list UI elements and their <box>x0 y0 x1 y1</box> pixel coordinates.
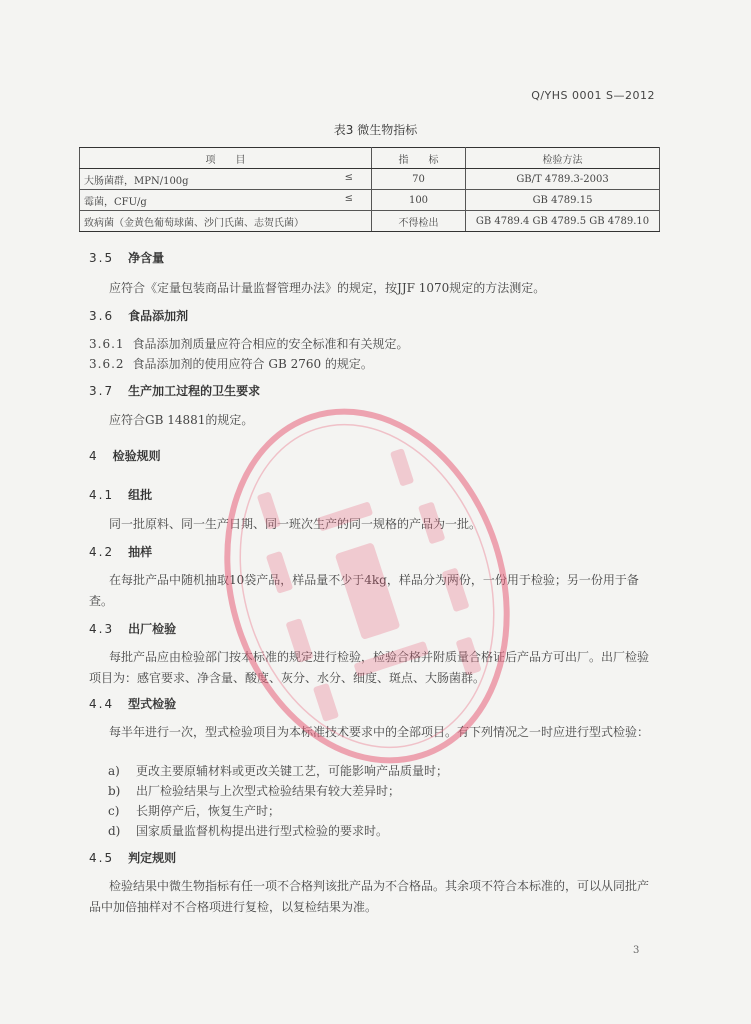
table-row <box>80 190 660 211</box>
table-cell-item <box>80 190 372 211</box>
section-heading <box>89 486 152 503</box>
section-title: 组批 <box>128 488 153 502</box>
section-heading <box>89 249 164 266</box>
list-item <box>108 762 448 779</box>
section-title: 食品添加剂 <box>128 309 189 323</box>
item-name: 致病菌（金黄色葡萄球菌、沙门氏菌、志贺氏菌） <box>84 217 304 229</box>
section-number: 3.7 <box>89 384 115 398</box>
list-label: d) <box>108 824 121 838</box>
table-cell-item <box>80 211 372 232</box>
section-heading <box>89 620 176 637</box>
relation-symbol: ≤ <box>344 192 353 204</box>
table-cell-value: 100 <box>372 190 466 211</box>
header-item: 项 目 <box>80 148 372 169</box>
list-item <box>108 782 400 799</box>
list-item <box>108 802 280 819</box>
paragraph: 在每批产品中随机抽取10袋产品，样品量不少于4kg，样品分为两份，一份用于检验；另一份用于备查。 <box>89 573 639 608</box>
paragraph: 同一批原料、同一生产日期、同一班次生产的同一规格的产品为一批。 <box>109 517 482 531</box>
clause <box>89 355 373 372</box>
list-text: 出厂检验结果与上次型式检验结果有较大差异时； <box>136 784 401 798</box>
paragraph: 每半年进行一次，型式检验项目为本标准技术要求中的全部项目。有下列情况之一时应进行型式检验： <box>109 725 650 739</box>
section-heading <box>89 695 176 712</box>
clause-text: 食品添加剂的使用应符合 GB 2760 的规定。 <box>132 357 373 371</box>
table-cell-method: GB 4789.4 GB 4789.5 GB 4789.10 <box>466 211 660 232</box>
standard-code: Q/YHS 0001 S—2012 <box>531 89 655 102</box>
microbial-indicator-table <box>79 147 660 232</box>
table-cell-value: 不得检出 <box>372 211 466 232</box>
section-title: 净含量 <box>128 251 165 265</box>
chapter-heading <box>89 447 161 464</box>
paragraph: 每批产品应由检验部门按本标准的规定进行检验，检验合格并附质量合格证后产品方可出厂。出厂检验项目为：感官要求、净含量、酸度、灰分、水分、细度、斑点、大肠菌群。 <box>89 650 650 685</box>
section-number: 4.4 <box>89 697 115 711</box>
section-heading <box>89 543 152 560</box>
section-number: 4 <box>89 449 99 463</box>
clause <box>89 335 409 352</box>
clause-number: 3.6.1 <box>89 337 125 351</box>
list-text: 国家质量监督机构提出进行型式检验的要求时。 <box>136 824 389 838</box>
paragraph: 应符合《定量包装商品计量监督管理办法》的规定，按JJF 1070规定的方法测定。 <box>109 281 546 295</box>
section-title: 型式检验 <box>128 697 177 711</box>
item-name: 霉菌，CFU/g <box>84 196 147 208</box>
list-label: b) <box>108 784 121 798</box>
list-text: 长期停产后，恢复生产时； <box>136 804 281 818</box>
table-row <box>80 211 660 232</box>
paragraph: 检验结果中微生物指标有任一项不合格判该批产品为不合格品。其余项不符合本标准的，可以从同批产品中加倍抽样对不合格项进行复检，以复检结果为准。 <box>89 879 650 914</box>
paragraph: 应符合GB 14881的规定。 <box>109 413 254 427</box>
table-cell-value: 70 <box>372 169 466 190</box>
section-number: 3.6 <box>89 309 115 323</box>
section-heading <box>89 382 260 399</box>
section-number: 4.2 <box>89 545 115 559</box>
header-indicator: 指 标 <box>372 148 466 169</box>
section-number: 3.5 <box>89 251 115 265</box>
item-name: 大肠菌群，MPN/100g <box>84 175 189 187</box>
section-heading <box>89 849 176 866</box>
list-text: 更改主要原辅材料或更改关键工艺，可能影响产品质量时； <box>136 764 449 778</box>
header-method: 检验方法 <box>466 148 660 169</box>
section-number: 4.3 <box>89 622 115 636</box>
table-cell-item <box>80 169 372 190</box>
table-title: 表3 微生物指标 <box>333 123 418 137</box>
section-title: 判定规则 <box>128 851 177 865</box>
section-heading <box>89 307 188 324</box>
section-number: 4.5 <box>89 851 115 865</box>
section-number: 4.1 <box>89 488 115 502</box>
table-header-row <box>80 148 660 169</box>
clause-number: 3.6.2 <box>89 357 125 371</box>
list-label: a) <box>108 764 120 778</box>
list-label: c) <box>108 804 120 818</box>
table-cell-method: GB 4789.15 <box>466 190 660 211</box>
page-number: 3 <box>633 945 640 956</box>
section-title: 抽样 <box>128 545 153 559</box>
relation-symbol: ≤ <box>344 171 353 183</box>
list-item <box>108 822 388 839</box>
section-title: 生产加工过程的卫生要求 <box>128 384 261 398</box>
table-cell-method: GB/T 4789.3-2003 <box>466 169 660 190</box>
table-row <box>80 169 660 190</box>
clause-text: 食品添加剂质量应符合相应的安全标准和有关规定。 <box>132 337 409 351</box>
section-title: 出厂检验 <box>128 622 177 636</box>
section-title: 检验规则 <box>112 449 161 463</box>
